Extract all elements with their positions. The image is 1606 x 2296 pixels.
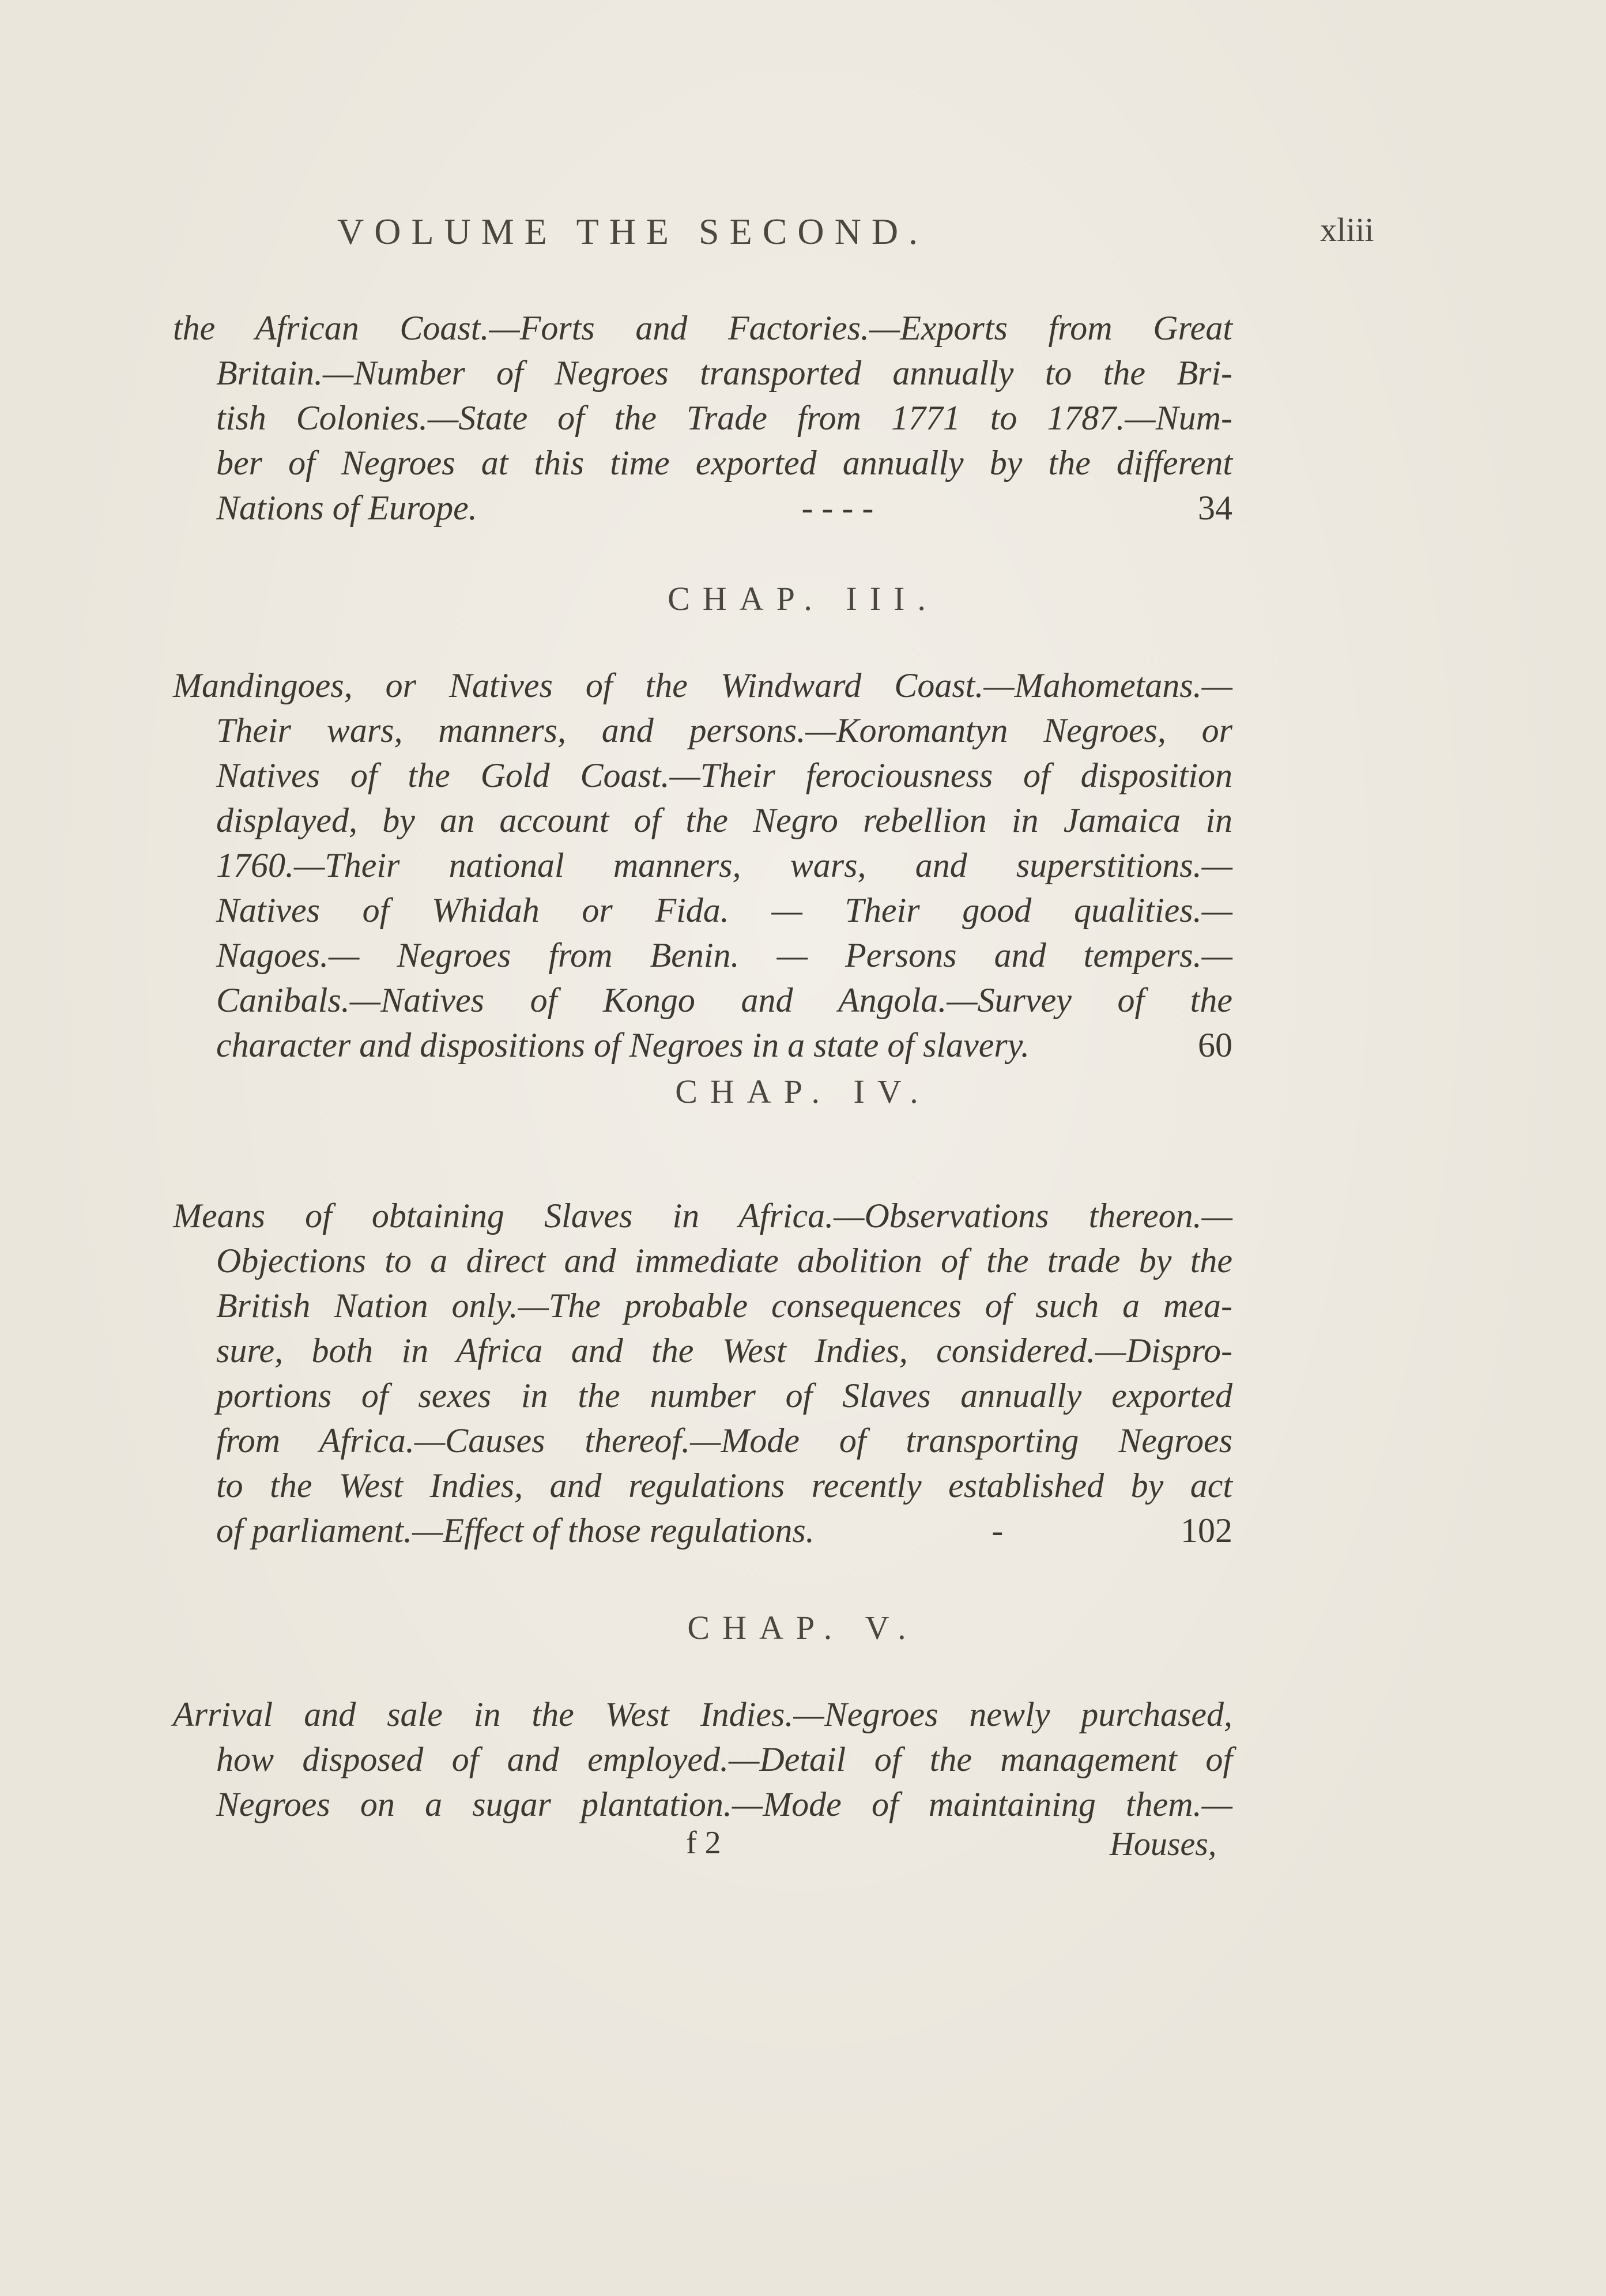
text-line-last [173, 1508, 1232, 1553]
chap3-contents [173, 663, 1232, 1068]
text-line: Nagoes.— Negroes from Benin. — Persons and tempers.— [216, 936, 1232, 974]
text-line: Natives of the Gold Coast.—Their ferociousness of disposition [216, 756, 1232, 794]
page-number: 102 [1181, 1511, 1232, 1549]
page-folio: xliii [1320, 211, 1374, 248]
text-line: Negroes on a sugar plantation.—Mode of maintaining them.— [216, 1785, 1232, 1823]
text-line: Means of obtaining Slaves in Africa.—Observations thereon.— [173, 1197, 1232, 1235]
chap4-contents [173, 1193, 1232, 1553]
chapter-heading: CHAP. IV. [675, 1073, 931, 1110]
text-line-last [173, 1023, 1232, 1068]
text-line: ber of Negroes at this time exported annually by the different [216, 444, 1232, 482]
catchword: Houses, [1110, 1825, 1217, 1863]
text-line: Objections to a direct and immediate abolition of the trade by the [216, 1242, 1232, 1280]
text-line: to the West Indies, and regulations recently established by act [216, 1466, 1232, 1505]
text-line: how disposed of and employed.—Detail of the management of [216, 1740, 1232, 1778]
chap5-contents [173, 1692, 1232, 1827]
text-fragment: Nations of Europe. [216, 489, 477, 527]
text-line: Natives of Whidah or Fida. — Their good qualities.— [216, 891, 1232, 929]
text-line: displayed, by an account of the Negro rebellion in Jamaica in [216, 801, 1232, 839]
chapter-heading: CHAP. III. [668, 580, 938, 617]
text-line: Britain.—Number of Negroes transported annually to the Bri- [216, 354, 1232, 392]
leader-dashes: - [992, 1511, 1004, 1549]
chap2-contents [173, 306, 1232, 530]
text-line: the African Coast.—Forts and Factories.—Exports from Great [173, 309, 1232, 347]
text-line: sure, both in Africa and the West Indies, considered.—Dispro- [216, 1332, 1232, 1370]
text-line: 1760.—Their national manners, wars, and superstitions.— [216, 846, 1232, 884]
text-fragment: character and dispositions of Negroes in a state of slavery. [216, 1026, 1030, 1064]
running-head: VOLUME THE SECOND. [337, 211, 929, 252]
text-line: Canibals.—Natives of Kongo and Angola.—Survey of the [216, 981, 1232, 1019]
page-number: 34 [1198, 489, 1232, 527]
chapter-heading: CHAP. V. [687, 1609, 919, 1646]
text-line: Arrival and sale in the West Indies.—Negroes newly purchased, [173, 1695, 1232, 1733]
text-fragment: of parliament.—Effect of those regulations. [216, 1511, 815, 1549]
text-line: Mandingoes, or Natives of the Windward Coast.—Mahometans.— [173, 666, 1232, 704]
text-line: from Africa.—Causes thereof.—Mode of transporting Negroes [216, 1422, 1232, 1460]
text-line: tish Colonies.—State of the Trade from 1771 to 1787.—Num- [216, 399, 1232, 437]
text-line: portions of sexes in the number of Slaves annually exported [216, 1377, 1232, 1415]
text-line: British Nation only.—The probable consequences of such a mea- [216, 1287, 1232, 1325]
text-line-last [173, 485, 1232, 530]
signature-mark: f 2 [686, 1825, 721, 1861]
text-line: Their wars, manners, and persons.—Koromantyn Negroes, or [216, 711, 1232, 749]
page-number: 60 [1198, 1026, 1232, 1064]
leader-dashes: - - - - [801, 489, 874, 527]
